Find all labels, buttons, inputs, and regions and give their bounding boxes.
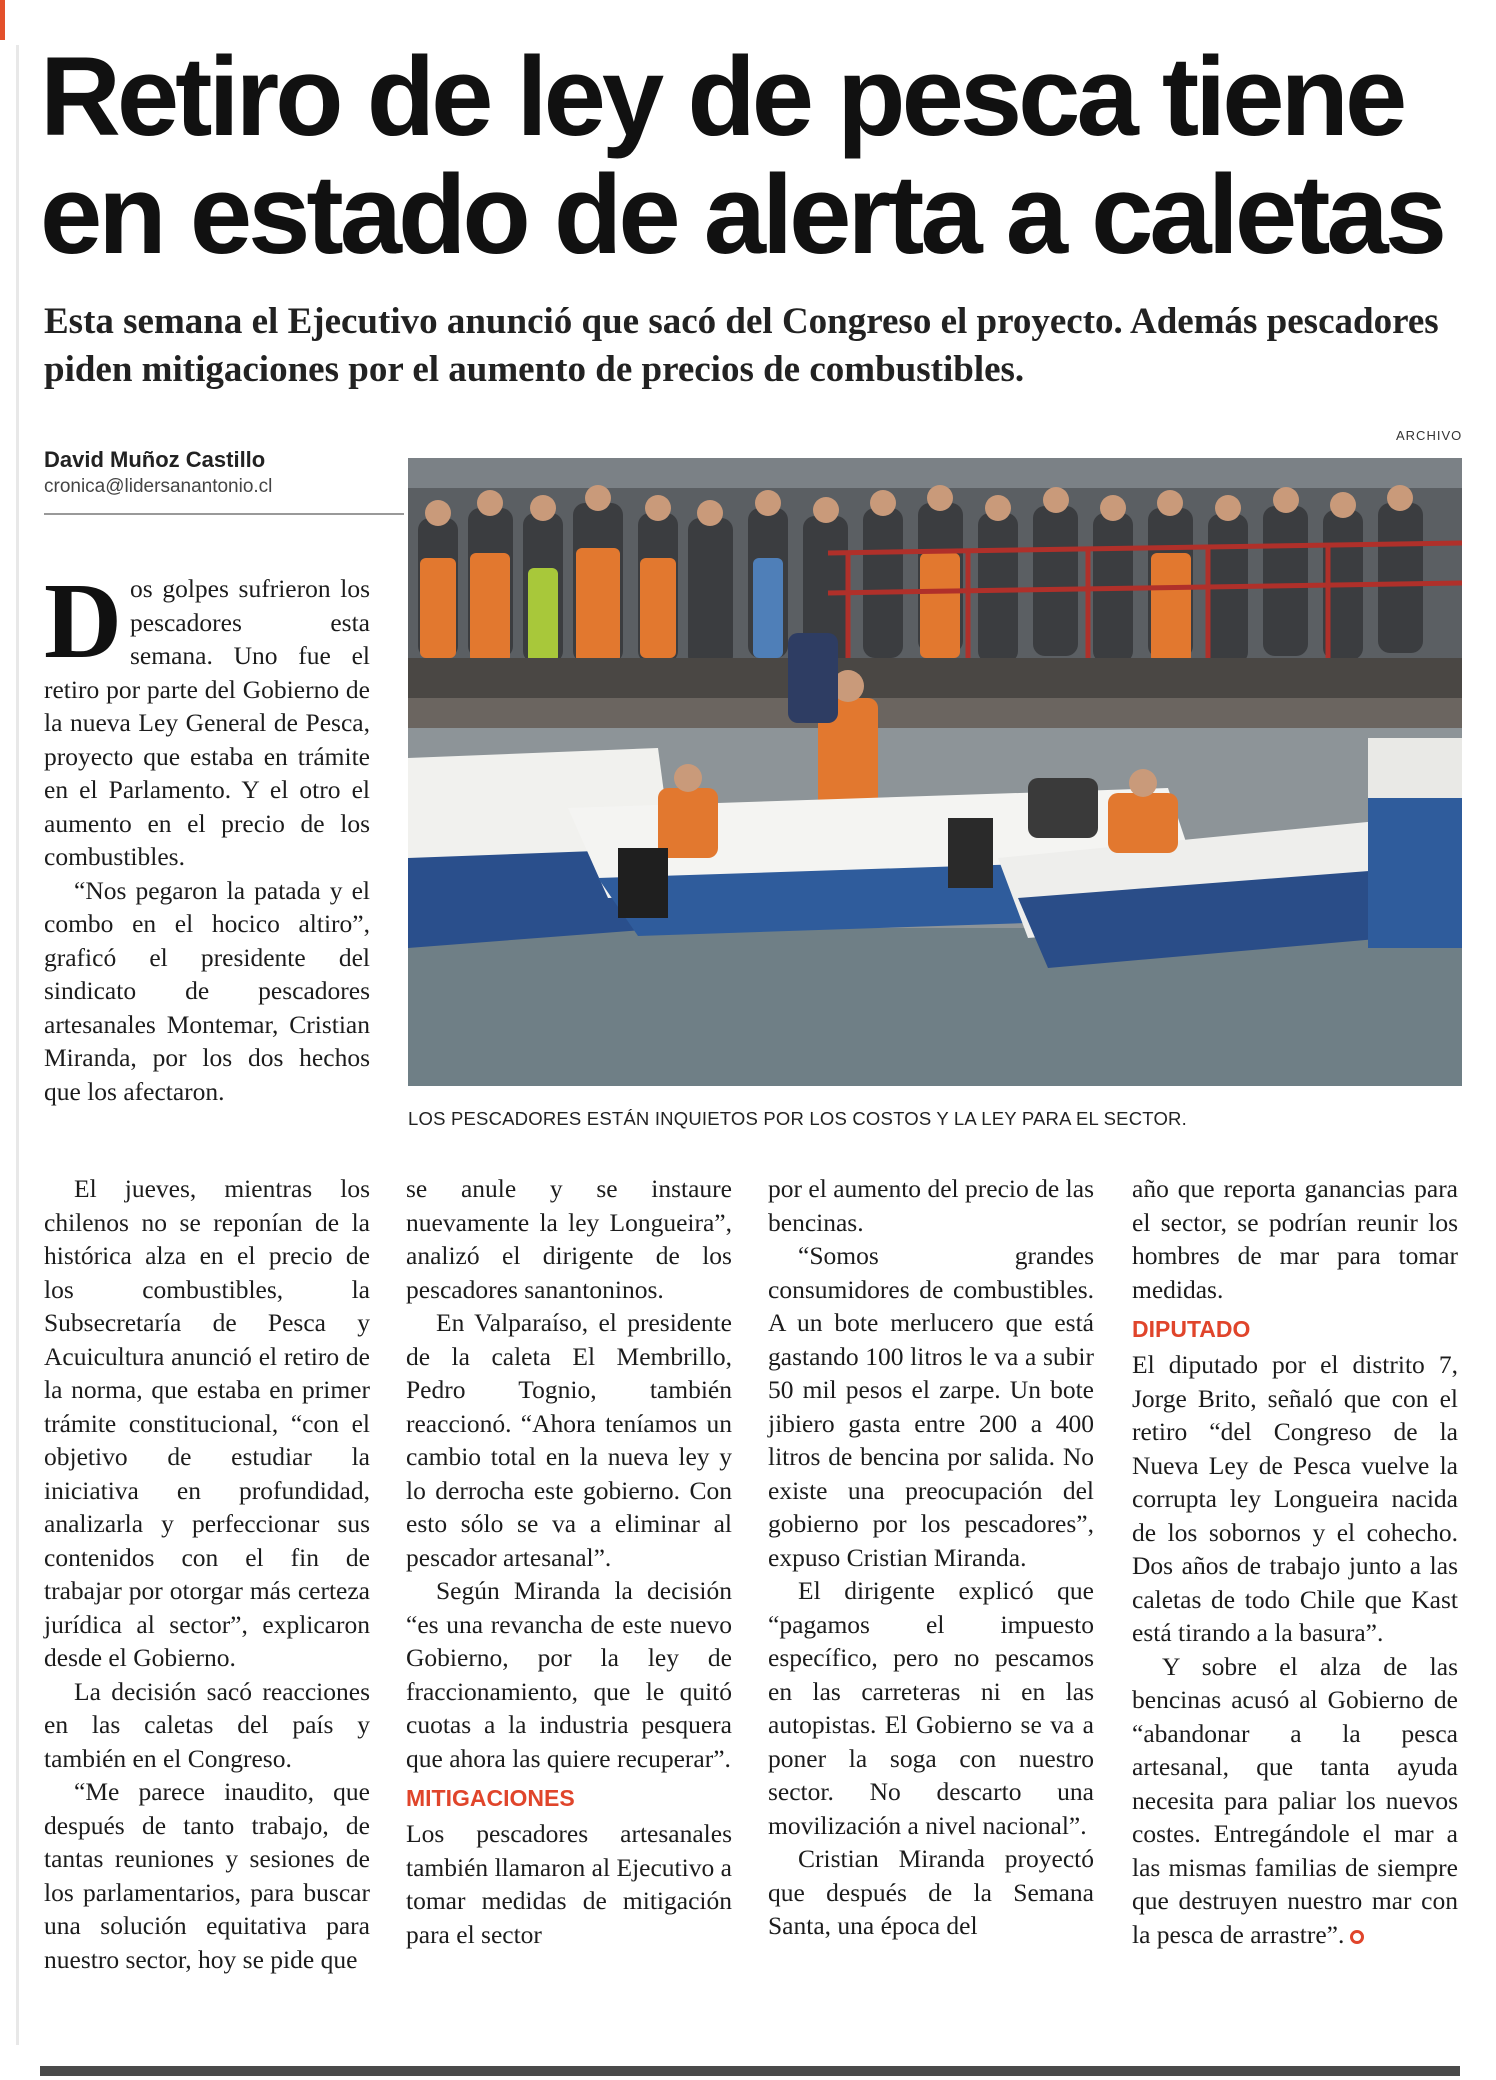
photo-caption: LOS PESCADORES ESTÁN INQUIETOS POR LOS COSTOS Y LA LEY PARA EL SECTOR. (408, 1108, 1187, 1129)
paragraph: Y sobre el alza de las bencinas acusó al Gobierno de “abandonar a la pesca artesanal, que tanta ayuda necesita para paliar los nuevos costes. Entregándole el mar a las mismas familias de siempre que destruyen nuestro mar con la pesca de arrastre”. (1132, 1651, 1458, 1949)
fishermen-dock-illustration (408, 458, 1462, 1086)
paragraph: “Somos grandes consumidores de combustibles. A un bote merlucero que está gastando 100 litros le va a subir 50 mil pesos el zarpe. Un bote jibiero gasta entre 200 a 400 litros de bencina por salida. No existe una preocupación del gobierno por los pescadores”, expuso Cristian Miranda. (768, 1241, 1094, 1572)
column-1-top (44, 562, 370, 1108)
page-bottom-rule (40, 2066, 1460, 2076)
page-margin-line (16, 45, 19, 2045)
column-1-bottom (44, 1172, 370, 1976)
author-name: David Muñoz Castillo (44, 447, 266, 472)
headline (40, 34, 1480, 277)
page-edge-mark (0, 0, 5, 40)
paragraph: por el aumento del precio de las bencinas. (768, 1174, 1094, 1237)
photo-credit: ARCHIVO (1396, 428, 1463, 443)
headline-line-1: Retiro de ley de pesca tiene (40, 34, 1404, 159)
paragraph: se anule y se instaure nuevamente la ley Longueira”, analizó el dirigente de los pescadores sanantoninos. (406, 1174, 732, 1304)
column-2 (406, 1172, 732, 1951)
byline (44, 445, 404, 515)
paragraph: El dirigente explicó que “pagamos el impuesto específico, pero no pescamos en las carreteras ni en las autopistas. El Gobierno se va a poner la soga con nuestro sector. No descarto una movilización a nivel nacional”. (768, 1576, 1094, 1840)
paragraph: Los pescadores artesanales también llamaron al Ejecutivo a tomar medidas de mitigación para el sector (406, 1819, 732, 1949)
paragraph: Cristian Miranda proyectó que después de la Semana Santa, una época del (768, 1844, 1094, 1940)
drop-cap: D (44, 562, 122, 681)
section-heading-mitigaciones: MITIGACIONES (406, 1785, 575, 1811)
paragraph: El diputado por el distrito 7, Jorge Brito, señaló que con el retiro “del Congreso de la Nueva Ley de Pesca vuelve la corrupta ley Longueira nacida de los sobornos y el cohecho. Dos años de trabajo junto a las caletas de todo Chile que Kast está tirando a la basura”. (1132, 1350, 1458, 1647)
paragraph: “Nos pegaron la patada y el combo en el hocico altiro”, graficó el presidente del sindicato de pescadores artesanales Montemar, Cristian Miranda, por los dos hechos que los afectaron. (44, 875, 370, 1106)
paragraph: año que reporta ganancias para el sector, se podrían reunir los hombres de mar para tomar medidas. (1132, 1174, 1458, 1304)
paragraph: El jueves, mientras los chilenos no se reponían de la histórica alza en el precio de los combustibles, la Subsecretaría de Pesca y Acuicultura anunció el retiro de la norma, que estaba en primer trámite constitucional, “con el objetivo de estudiar la iniciativa en profundidad, analizarla y perfeccionar sus contenidos con el fin de trabajar por otorgar más certeza jurídica al sector”, explicaron desde el Gobierno. (44, 1174, 370, 1672)
headline-line-2: en estado de alerta a caletas (40, 152, 1443, 277)
section-heading-diputado: DIPUTADO (1132, 1316, 1251, 1342)
end-of-article-icon (1350, 1930, 1364, 1944)
column-3 (768, 1172, 1094, 1943)
article-photo (408, 458, 1462, 1086)
paragraph: “Me parece inaudito, que después de tanto trabajo, de tantas reuniones y sesiones de los parlamentarios, para buscar una solución equitativa para nuestro sector, hoy se pide que (44, 1777, 370, 1974)
column-4 (1132, 1172, 1458, 1951)
paragraph: La decisión sacó reacciones en las caletas del país y también en el Congreso. (44, 1676, 370, 1773)
paragraph: En Valparaíso, el presidente de la caleta El Membrillo, Pedro Tognio, también reaccionó. “Ahora teníamos un cambio total en la nueva ley y lo derrocha este gobierno. Con esto sólo se va a eliminar al pescador artesanal”. (406, 1308, 732, 1572)
subheadline: Esta semana el Ejecutivo anunció que sacó del Congreso el proyecto. Además pescadores piden mitigaciones por el aumento de precios de combustibles. (44, 301, 1439, 390)
paragraph: Dos golpes sufrieron los pescadores esta semana. Uno fue el retiro por parte del Gobierno de la nueva Ley General de Pesca, proyecto que estaba en trámite en el Parlamento. Y el otro el aumento en el precio de los combustibles. (44, 562, 370, 871)
author-email: cronica@lidersanantonio.cl (44, 476, 273, 497)
paragraph: Según Miranda la decisión “es una revancha de este nuevo Gobierno, por la ley de fraccionamiento, que le quitó cuotas a la industria pesquera que ahora las quiere recuperar”. (406, 1576, 732, 1773)
